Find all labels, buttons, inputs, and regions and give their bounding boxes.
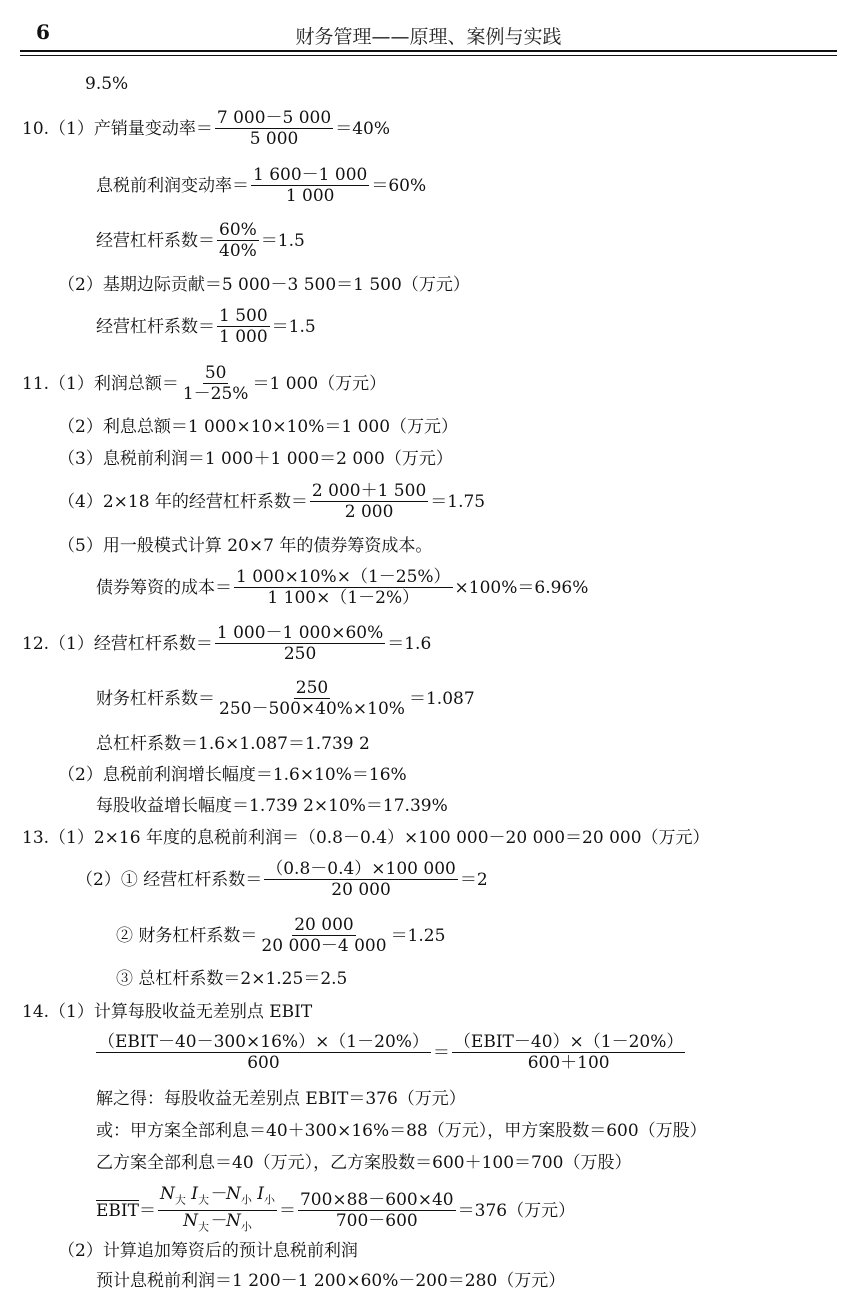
header-rule-thin [20,55,837,56]
fraction: $\frac{50}{1-25\%}$ [182,363,249,404]
text-line: 13.（1）2×16 年度的息税前利润＝（0.8－0.4）×100 000－20 000＝20 000（万元） [22,828,710,848]
text-line: （3）息税前利润＝1 000＋1 000＝2 000（万元） [58,449,453,469]
equation-line: （2）① 经营杠杆系数＝ $\frac{(0.8-0.4)\times 100 000}{20 000}$ ＝2 [76,859,488,900]
equation-line: 债券筹资的成本＝ $\frac{1 000\times 10\%\times(1-25\%)}{1 100\times(1-2\%)}$ ×100%＝6.96% [96,567,589,608]
equation-line: 11.（1）利润总额＝ $\frac{50}{1-25\%}$ ＝1 000（万元） [22,363,387,404]
text-line: （2）基期边际贡献＝5 000－3 500＝1 500（万元） [58,275,470,295]
fraction: $\frac{60\%}{40\%}$ [219,220,257,261]
equation-line: 经营杠杆系数＝ $\frac{60\%}{40\%}$ ＝1.5 [96,220,305,261]
equation-line: $\frac{\text{（EBIT－40－300×16\%）×（1－20\%）}}{600}$ ＝ $\frac{\text{（EBIT－40）×（1－20\%）}}{600+100}$ [98,1032,684,1073]
fraction: $\frac{7 000-5 000}{5 000}$ [216,108,332,149]
text-line: 预计息税前利润＝1 200－1 200×60%－200＝280（万元） [96,1271,566,1291]
equation-line: 息税前利润变动率＝ $\frac{1 600-1 000}{1 000}$ ＝60% [96,165,427,206]
fraction: $\frac{250}{250-500\times 40\%\times 10\%}$ [219,678,405,719]
fraction: $\frac{20 000}{20 000-4 000}$ [261,915,387,956]
equation-line: 经营杠杆系数＝ $\frac{1 500}{1 000}$ ＝1.5 [96,306,316,347]
fraction: $\frac{N_大 I_大-N_小 I_小}{N_大-N_小}$ [159,1184,275,1234]
text-line: （2）利息总额＝1 000×10×10%＝1 000（万元） [58,417,459,437]
header-rule-thick [20,50,837,52]
text-line: 每股收益增长幅度＝1.739 2×10%＝17.39% [96,796,448,816]
fraction: $\frac{700\times 88-600\times 40}{700-600}$ [299,1190,454,1232]
text-line: 9.5% [85,74,129,94]
equation-line: 财务杠杆系数＝ $\frac{250}{250-500\times 40\%\times 10\%}$ ＝1.087 [96,678,475,719]
text-line: （5）用一般模式计算 20×7 年的债券筹资成本。 [58,536,433,556]
fraction: $\frac{\text{（EBIT－40－300×16\%）×（1－20\%）}}{600}$ [98,1032,429,1073]
text-line: 总杠杆系数＝1.6×1.087＝1.739 2 [96,734,370,754]
fraction: $\frac{1 000\times 10\%\times(1-25\%)}{1 100\times(1-2\%)}$ [236,567,451,608]
page-header [20,10,837,54]
fraction: $\frac{\text{（EBIT－40）×（1－20\%）}}{600+100}$ [453,1032,684,1073]
running-title: 财务管理——原理、案例与实践 [295,26,562,48]
equation-line: EBIT ＝ $\frac{N_大 I_大-N_小 I_小}{N_大-N_小}$ ＝ $\frac{700\times 88-600\times 40}{700-600}$ ＝376（万元） [96,1184,575,1238]
fraction: $\frac{1 000-1 000\times 60\%}{250}$ [216,623,384,664]
equation-line: 12.（1）经营杠杆系数＝ $\frac{1 000-1 000\times 60\%}{250}$ ＝1.6 [22,623,432,664]
equation-line: 10.（1）产销量变动率＝ $\frac{7 000-5 000}{5 000}$ ＝40% [22,108,390,149]
text-line: （2）计算追加筹资后的预计息税前利润 [58,1241,358,1261]
fraction: $\frac{1 600-1 000}{1 000}$ [253,165,368,206]
equation-line: （4）2×18 年的经营杠杆系数＝ $\frac{2 000+1 500}{2 000}$ ＝1.75 [58,481,486,522]
text-line: （2）息税前利润增长幅度＝1.6×10%＝16% [58,765,407,785]
text-line: 14.（1）计算每股收益无差别点 EBIT [22,1002,313,1022]
equation-line: ② 财务杠杆系数＝ $\frac{20 000}{20 000-4 000}$ ＝1.25 [116,915,446,956]
page-number: 6 [36,20,50,44]
fraction: $\frac{(0.8-0.4)\times 100 000}{20 000}$ [266,859,456,900]
text-line: 乙方案全部利息＝40（万元），乙方案股数＝600＋100＝700（万股） [96,1153,632,1173]
text-line: 或：甲方案全部利息＝40＋300×16%＝88（万元），甲方案股数＝600（万股） [96,1121,707,1141]
ebit-overline: EBIT [96,1200,139,1221]
fraction: $\frac{2 000+1 500}{2 000}$ [311,481,427,522]
text-line: 解之得：每股收益无差别点 EBIT＝376（万元） [96,1089,466,1109]
fraction: $\frac{1 500}{1 000}$ [219,306,268,347]
text-line: ③ 总杠杆系数＝2×1.25＝2.5 [116,969,348,989]
